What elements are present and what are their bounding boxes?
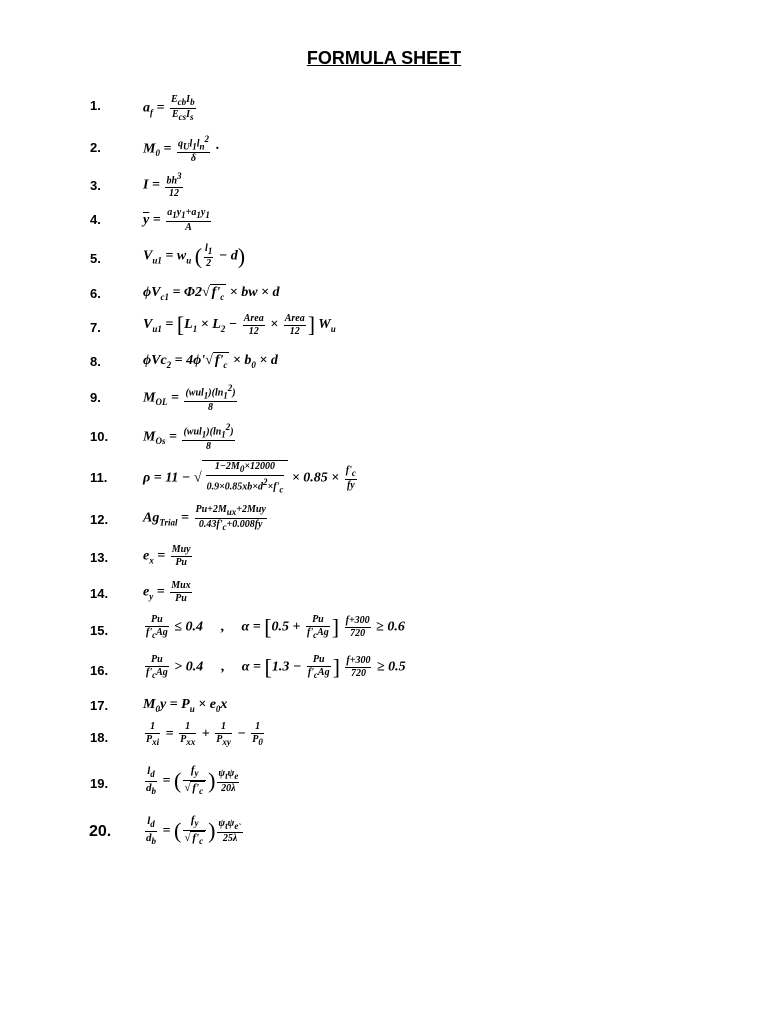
formula-expression: $\frac{Pu}{f'_cAg}$ > 0.4 , α = [1.3 − $\frac{Pu}{f'_cAg}$ ] $\frac{f+300}{720}$ ≥ 0.5 (146, 654, 406, 680)
formula-expression: $V_{u1} = [L_1 \times L_2$ − $\frac{\text{Area}}{12}$ × $\frac{\text{Area}}{12}$ ] $W_u$ (143, 312, 336, 337)
formula-number: 10. (90, 429, 109, 444)
formula-expression: ρ = 11 − √ $\frac{1-2M_0\times 12000}{0.9\times 0.85xb\times d^2\times f'_c}$ × 0.85 × $\frac{f'_c}{fy}$ (143, 461, 356, 495)
formula-number: 8. (90, 354, 101, 369)
formula-expression: $V_{u1} = w_u$ ( $\frac{l_1}{2}$ − d) (143, 243, 246, 269)
formula-number: 15. (90, 623, 109, 638)
formula-expression: I = $\frac{bh^3}{12}$ (143, 171, 182, 200)
formula-expression: $e_x$ = $\frac{\text{Muy}}{Pu}$ (143, 544, 191, 568)
formula-number: 13. (90, 550, 109, 565)
formula-expression: $\phi V_{c1} = \Phi 2√$ $f'_c$ × bw × d (143, 285, 280, 302)
formula-expression: $a_f$ = $\frac{E_{cb}I_b}{E_{cs}I_s}$ (143, 94, 195, 122)
formula-expression: $Ag_{Trial}$ = $\frac{Pu+2M_{ux}+2Muy}{0.43f'_c+0.008fy}$ (143, 504, 266, 532)
formula-number: 14. (90, 586, 109, 601)
formula-number: 1. (90, 98, 101, 113)
formula-number: 4. (90, 212, 101, 227)
formula-expression: $M_0y = P_u \times e_0x$ (143, 697, 228, 714)
formula-number: 19. (90, 776, 109, 791)
formula-number: 20. (89, 823, 112, 840)
page-title: FORMULA SHEET (306, 48, 462, 68)
formula-number: 18. (90, 730, 109, 745)
formula-expression: $M_{Os}$ = $\frac{(wul_1)(\ln_1^2)}{8}$ (143, 422, 234, 453)
formula-expression: $\frac{1}{P_{xi}}$ = $\frac{1}{P_{xx}}$ + $\frac{1}{P_{xy}}$ − $\frac{1}{P_0}$ (146, 721, 263, 747)
formula-number: 11. (90, 470, 108, 485)
formula-number: 3. (90, 178, 101, 193)
formula-number: 12. (90, 512, 109, 527)
formula-expression: $\frac{l_d}{d_b}$ = ( $\frac{f_y}{√ f'_c}$ ) $\frac{\psi_t\psi_e˴}{25\lambda}$ (146, 814, 242, 847)
formula-expression: ϕVc$_2$ = 4ϕ'√ $f'_c \times b_0 \times d$ (143, 353, 278, 370)
formula-expression: $e_y$ = $\frac{\text{Mux}}{Pu}$ (143, 580, 191, 604)
formula-expression: $\overline{y}$ = $\frac{a_1y_1+a_1y_1}{A}$ (143, 207, 210, 233)
formula-number: 9. (90, 390, 101, 405)
formula-number: 16. (90, 663, 109, 678)
formula-number: 2. (90, 140, 101, 155)
formula-expression: $\frac{Pu}{f'_cAg}$ ≤ 0.4 , α = [0.5 + $\frac{Pu}{f'_cAg}$ ] $\frac{f+300}{720}$ ≥ 0.6 (146, 614, 405, 640)
formula-number: 5. (90, 251, 101, 266)
formula-number: 7. (90, 320, 101, 335)
formula-expression: $M_0$ = $\frac{q_Ul_1l_n^2}{\delta}$ · (143, 134, 220, 165)
formula-expression: $M_{OL}$ = $\frac{(wul_1)(\ln_1^2)}{8}$ (143, 383, 236, 414)
formula-number: 6. (90, 286, 101, 301)
formula-number: 17. (90, 698, 109, 713)
formula-expression: $\frac{l_d}{d_b}$ = ( $\frac{f_y}{√ f'_c}$ ) $\frac{\psi_t\psi_e}{20\lambda}$ (146, 764, 239, 797)
